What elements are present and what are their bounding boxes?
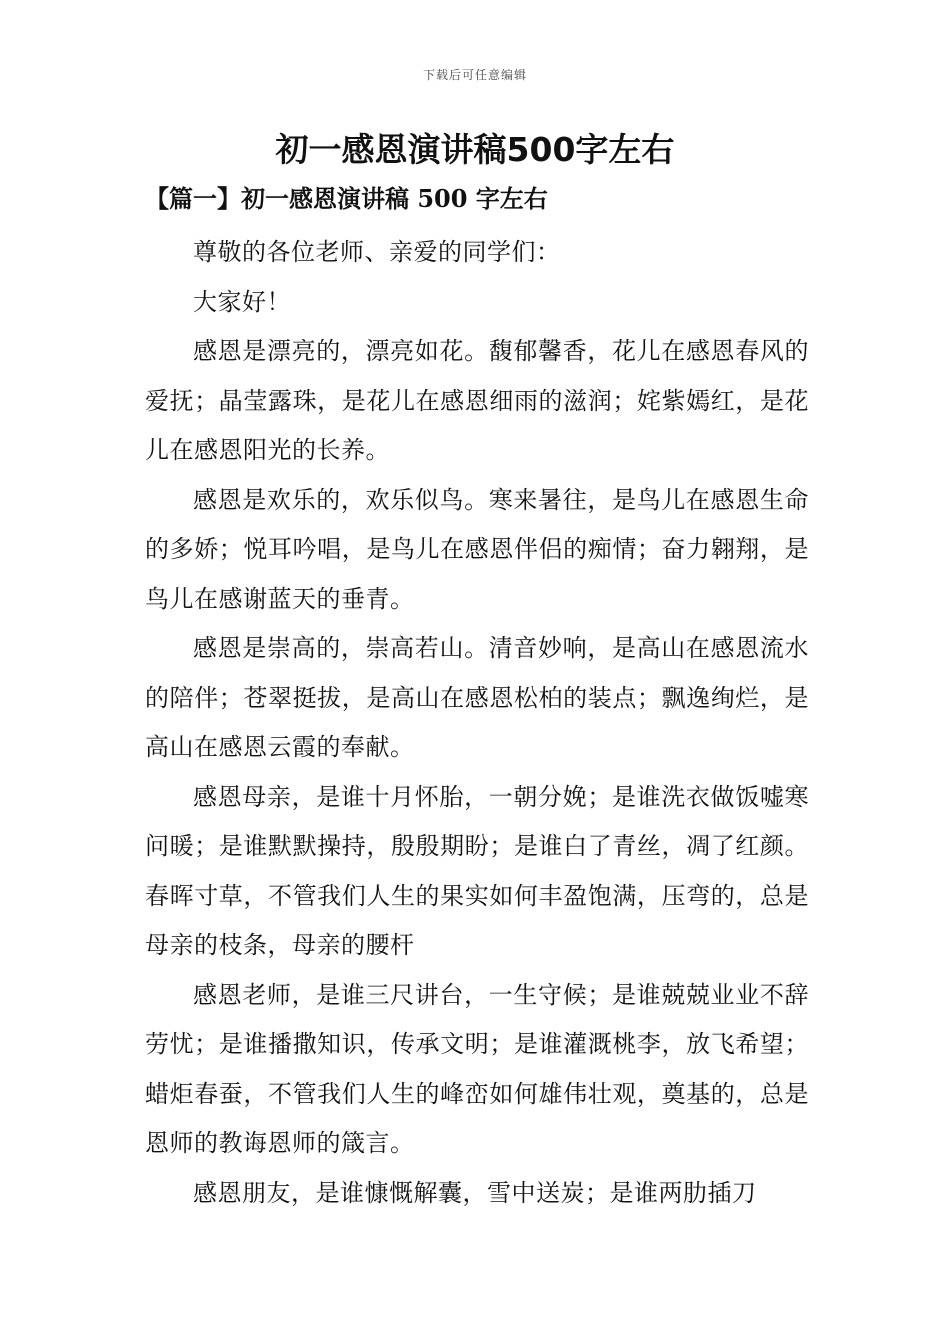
paragraph-mother: 感恩母亲，是谁十月怀胎，一朝分娩；是谁洗衣做饭嘘寒问暖；是谁默默操持，殷殷期盼；是谁白了青丝，凋了红颜。春晖寸草，不管我们人生的果实如何丰盈饱满，压弯的，总是母亲的枝条，母亲的腰杆 [145, 782, 809, 959]
header-note: 下载后可任意编辑 [422, 68, 527, 82]
paragraph-salutation: 尊敬的各位老师、亲爱的同学们： [193, 238, 561, 266]
paragraph-bird: 感恩是欢乐的，欢乐似鸟。寒来暑往，是鸟儿在感恩生命的多娇；悦耳吟唱，是鸟儿在感恩伴侣的痴情；奋力翱翔，是鸟儿在感谢蓝天的垂青。 [145, 485, 809, 613]
paragraph-mountain: 感恩是崇高的，崇高若山。清音妙响，是高山在感恩流水的陪伴；苍翠挺拔，是高山在感恩松柏的装点；飘逸绚烂，是高山在感恩云霞的奉献。 [145, 634, 809, 761]
paragraph-friend: 感恩朋友，是谁慷慨解囊，雪中送炭；是谁两肋插刀 [193, 1178, 757, 1207]
paragraph-flower: 感恩是漂亮的，漂亮如花。馥郁馨香，花儿在感恩春风的爱抚；晶莹露珠，是花儿在感恩细雨的滋润；姹紫嫣红，是花儿在感恩阳光的长养。 [145, 337, 809, 464]
section-heading: 【篇一】初一感恩演讲稿 500 字左右 [145, 184, 548, 213]
document-body [145, 228, 809, 1218]
paragraph-greeting: 大家好！ [193, 287, 291, 316]
document-title: 初一感恩演讲稿500字左右 [275, 130, 675, 169]
paragraph-teacher: 感恩老师，是谁三尺讲台，一生守候；是谁兢兢业业不辞劳忧；是谁播撒知识，传承文明；是谁灌溉桃李，放飞希望；蜡炬春蚕，不管我们人生的峰峦如何雄伟壮观，奠基的，总是恩师的教诲恩师的箴言。 [145, 980, 809, 1157]
